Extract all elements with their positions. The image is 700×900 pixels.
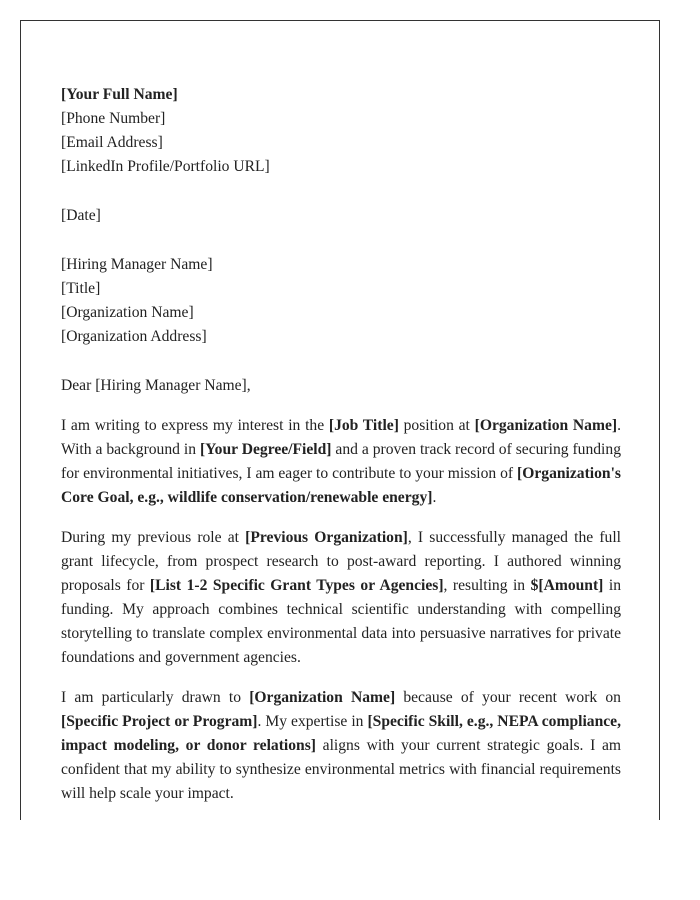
- recipient-block: [61, 253, 621, 349]
- placeholder-field: [Your Degree/Field]: [199, 441, 332, 458]
- placeholder-field: [Specific Skill, e.g., NEPA compliance, impact modeling, or donor relations]: [61, 713, 621, 754]
- salutation: Dear [Hiring Manager Name],: [61, 377, 251, 394]
- placeholder-field: [Specific Project or Program]: [61, 713, 258, 730]
- paragraph-text: . With a background in: [61, 417, 621, 458]
- placeholder-field: [Organization Name]: [474, 417, 618, 434]
- recipient-address: [Organization Address]: [61, 328, 207, 345]
- placeholder-field: [Organization Name]: [249, 689, 396, 706]
- paragraph-text: position at: [398, 417, 475, 434]
- sender-block: [61, 83, 621, 179]
- paragraph-text: and a proven track record of securing funding for environmental initiatives, I am eager to contribute to your mission of: [61, 441, 621, 482]
- paragraph-text: . My expertise in: [257, 713, 368, 730]
- letter-date: [Date]: [61, 207, 101, 224]
- sender-profile-url: [LinkedIn Profile/Portfolio URL]: [61, 158, 270, 175]
- placeholder-field: [Organization's Core Goal, e.g., wildlife conservation/renewable energy]: [61, 465, 621, 506]
- letter-body: [61, 83, 621, 822]
- recipient-name: [Hiring Manager Name]: [61, 256, 213, 273]
- placeholder-field: $[Amount]: [530, 577, 604, 594]
- sender-name: [Your Full Name]: [61, 86, 178, 103]
- body-paragraphs: [61, 414, 621, 806]
- paragraph-text: , resulting in: [443, 577, 531, 594]
- paragraph-text: in funding. My approach combines technical scientific understanding with compelling storytelling to translate complex environmental data into persuasive narratives for private foundations and government agencies.: [61, 577, 621, 666]
- placeholder-field: [Previous Organization]: [245, 529, 408, 546]
- paragraph-text: , I successfully managed the full grant lifecycle, from prospect research to post-award reporting. I authored winning proposals for: [61, 529, 622, 594]
- paragraph-text: aligns with your current strategic goals. I am confident that my ability to synthesize environmental metrics with financial requirements will help scale your impact.: [61, 737, 622, 802]
- body-paragraph-2: [61, 526, 621, 670]
- placeholder-field: [Job Title]: [328, 417, 399, 434]
- paragraph-text: I am particularly drawn to: [61, 689, 250, 706]
- paragraph-text: because of your recent work on: [395, 689, 621, 706]
- document-page: [20, 20, 660, 820]
- paragraph-text: During my previous role at: [61, 529, 246, 546]
- recipient-organization: [Organization Name]: [61, 304, 194, 321]
- body-paragraph-1: [61, 414, 621, 510]
- paragraph-text: I am writing to express my interest in the: [61, 417, 329, 434]
- sender-email: [Email Address]: [61, 134, 163, 151]
- body-paragraph-3: [61, 686, 621, 806]
- recipient-title: [Title]: [61, 280, 101, 297]
- paragraph-text: .: [432, 489, 437, 506]
- placeholder-field: [List 1-2 Specific Grant Types or Agencies]: [149, 577, 444, 594]
- sender-phone: [Phone Number]: [61, 110, 166, 127]
